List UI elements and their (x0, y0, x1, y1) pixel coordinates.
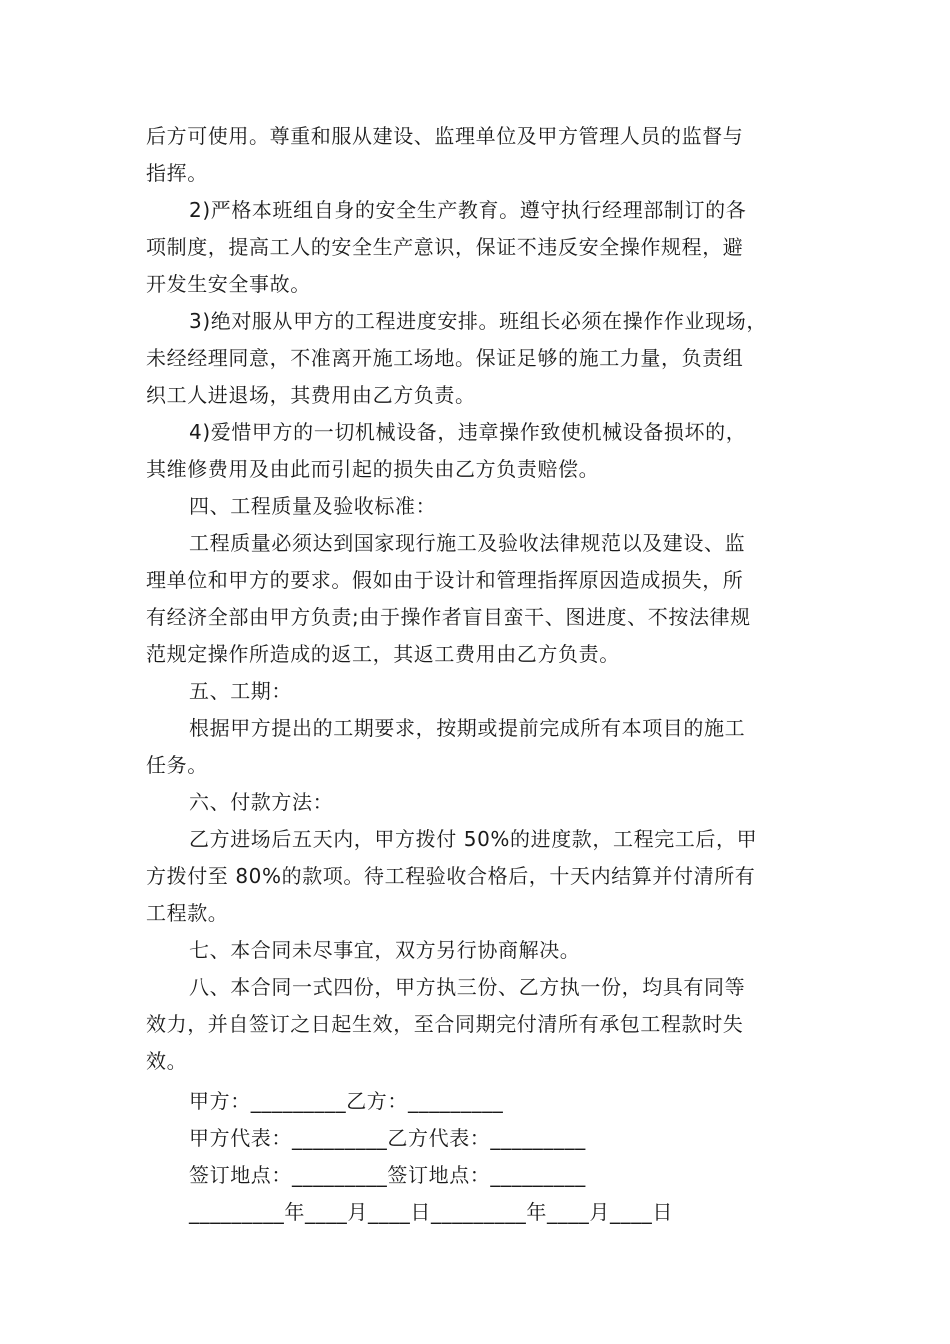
text-line: 后方可使用。尊重和服从建设、监理单位及甲方管理人员的监督与 (146, 124, 744, 148)
text-line: 方拨付至 80%的款项。待工程验收合格后，十天内结算并付清所有 (146, 864, 756, 888)
text-line: 其维修费用及由此而引起的损失由乙方负责赔偿。 (146, 457, 600, 481)
text-line: 有经济全部由甲方负责;由于操作者盲目蛮干、图进度、不按法律规 (146, 605, 751, 629)
text-line: 4)爱惜甲方的一切机械设备，违章操作致使机械设备损坏的， (189, 420, 747, 444)
text-line: 效力，并自签订之日起生效，至合同期完付清所有承包工程款时失 (146, 1012, 744, 1036)
signing-place-line: 签订地点：_________签订地点：_________ (189, 1163, 586, 1187)
text-line: 未经经理同意，不准离开施工场地。保证足够的施工力量，负责组 (146, 346, 744, 370)
document-page (146, 118, 806, 1231)
text-line: 开发生安全事故。 (146, 272, 311, 296)
text-line: 工程款。 (146, 901, 229, 925)
text-line: 任务。 (146, 753, 208, 777)
text-line: 根据甲方提出的工期要求，按期或提前完成所有本项目的施工 (189, 716, 746, 740)
section-heading: 六、付款方法： (189, 790, 334, 814)
section-heading: 五、工期： (189, 679, 292, 703)
text-line: 乙方进场后五天内，甲方拨付 50%的进度款，工程完工后，甲 (189, 827, 758, 851)
text-line: 项制度，提高工人的安全生产意识，保证不违反安全操作规程，避 (146, 235, 744, 259)
signing-date-line: _________年____月____日_________年____月____日 (189, 1200, 673, 1224)
text-line: 织工人进退场，其费用由乙方负责。 (146, 383, 476, 407)
section-heading: 七、本合同未尽事宜，双方另行协商解决。 (189, 938, 581, 962)
text-line: 3)绝对服从甲方的工程进度安排。班组长必须在操作作业现场， (189, 309, 767, 333)
text-line: 工程质量必须达到国家现行施工及验收法律规范以及建设、监 (189, 531, 746, 555)
text-line: 范规定操作所造成的返工，其返工费用由乙方负责。 (146, 642, 620, 666)
text-line: 指挥。 (146, 161, 208, 185)
text-line: 效。 (146, 1049, 188, 1073)
text-line: 八、本合同一式四份，甲方执三份、乙方执一份，均具有同等 (189, 975, 746, 999)
text-line: 2)严格本班组自身的安全生产教育。遵守执行经理部制订的各 (189, 198, 747, 222)
contract-body (146, 118, 806, 1080)
text-line: 理单位和甲方的要求。假如由于设计和管理指挥原因造成损失，所 (146, 568, 744, 592)
party-signature-line: 甲方：_________乙方：_________ (189, 1089, 504, 1113)
signature-block (146, 1083, 806, 1231)
section-heading: 四、工程质量及验收标准： (189, 494, 437, 518)
representative-signature-line: 甲方代表：_________乙方代表：_________ (189, 1126, 586, 1150)
